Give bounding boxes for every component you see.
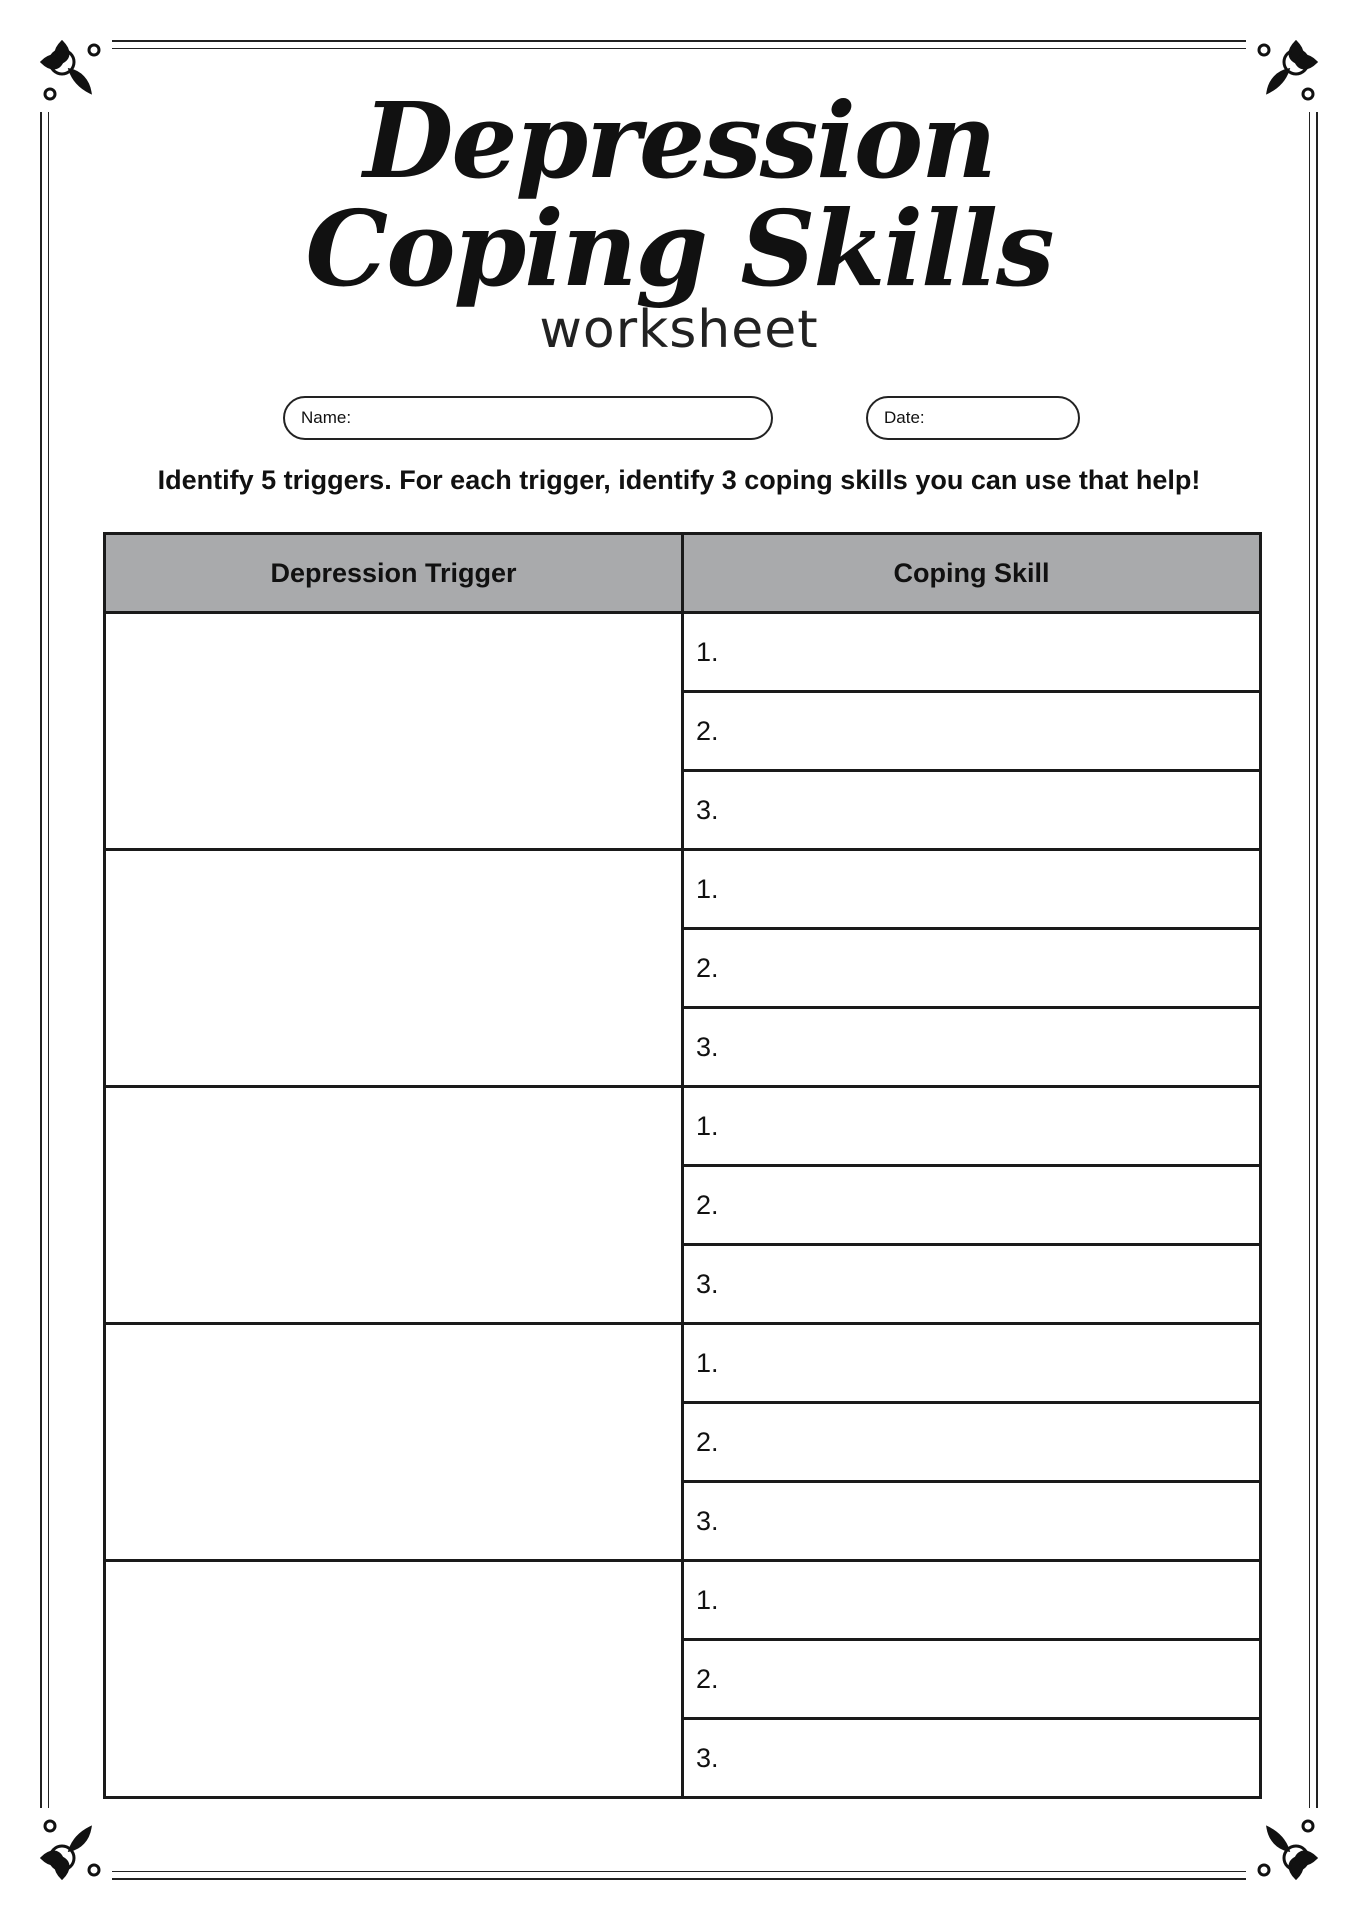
item-number: 1. [696, 1584, 719, 1615]
item-number: 2. [696, 715, 719, 746]
coping-skill-cell[interactable] [683, 1403, 1261, 1482]
coping-skill-cell[interactable] [683, 1245, 1261, 1324]
trigger-coping-table [103, 532, 1262, 1799]
item-number: 1. [696, 873, 719, 904]
page-subtitle: worksheet [539, 300, 819, 360]
coping-skill-cell[interactable] [683, 850, 1261, 929]
table-row [105, 1324, 1261, 1403]
coping-skill-cell[interactable] [683, 1719, 1261, 1798]
item-number: 2. [696, 952, 719, 983]
page-title-line-1: Depression [363, 79, 995, 202]
coping-skill-cell[interactable] [683, 613, 1261, 692]
coping-skill-cell[interactable] [683, 1087, 1261, 1166]
fleur-de-lis-corner-icon [1246, 1808, 1322, 1884]
trigger-cell[interactable] [105, 1324, 683, 1561]
page-title-line-2: Coping Skills [305, 187, 1053, 310]
table-header-row [105, 534, 1261, 613]
name-field[interactable] [283, 396, 773, 440]
header-depression-trigger: Depression Trigger [105, 534, 683, 613]
item-number: 2. [696, 1426, 719, 1457]
trigger-cell[interactable] [105, 613, 683, 850]
coping-skill-cell[interactable] [683, 929, 1261, 1008]
table-row [105, 1561, 1261, 1640]
instructions: Identify 5 triggers. For each trigger, identify 3 coping skills you can use that help! [157, 465, 1201, 495]
item-number: 2. [696, 1663, 719, 1694]
item-number: 3. [696, 1268, 719, 1299]
table-row [105, 1087, 1261, 1166]
name-field-label: Name: [301, 408, 352, 427]
coping-skill-cell[interactable] [683, 771, 1261, 850]
coping-skill-cell[interactable] [683, 1640, 1261, 1719]
table-row [105, 613, 1261, 692]
date-field-label: Date: [884, 408, 925, 427]
fleur-de-lis-corner-icon [36, 1808, 112, 1884]
item-number: 3. [696, 1505, 719, 1536]
coping-skill-cell[interactable] [683, 1482, 1261, 1561]
coping-skill-cell[interactable] [683, 692, 1261, 771]
item-number: 1. [696, 1347, 719, 1378]
item-number: 2. [696, 1189, 719, 1220]
header-coping-skill: Coping Skill [683, 534, 1261, 613]
item-number: 1. [696, 636, 719, 667]
item-number: 3. [696, 794, 719, 825]
item-number: 3. [696, 1742, 719, 1773]
table-row [105, 850, 1261, 929]
date-field[interactable] [866, 396, 1080, 440]
trigger-cell[interactable] [105, 1561, 683, 1798]
coping-skill-cell[interactable] [683, 1166, 1261, 1245]
trigger-cell[interactable] [105, 850, 683, 1087]
item-number: 1. [696, 1110, 719, 1141]
coping-skill-cell[interactable] [683, 1008, 1261, 1087]
item-number: 3. [696, 1031, 719, 1062]
coping-skill-cell[interactable] [683, 1561, 1261, 1640]
trigger-cell[interactable] [105, 1087, 683, 1324]
coping-skill-cell[interactable] [683, 1324, 1261, 1403]
